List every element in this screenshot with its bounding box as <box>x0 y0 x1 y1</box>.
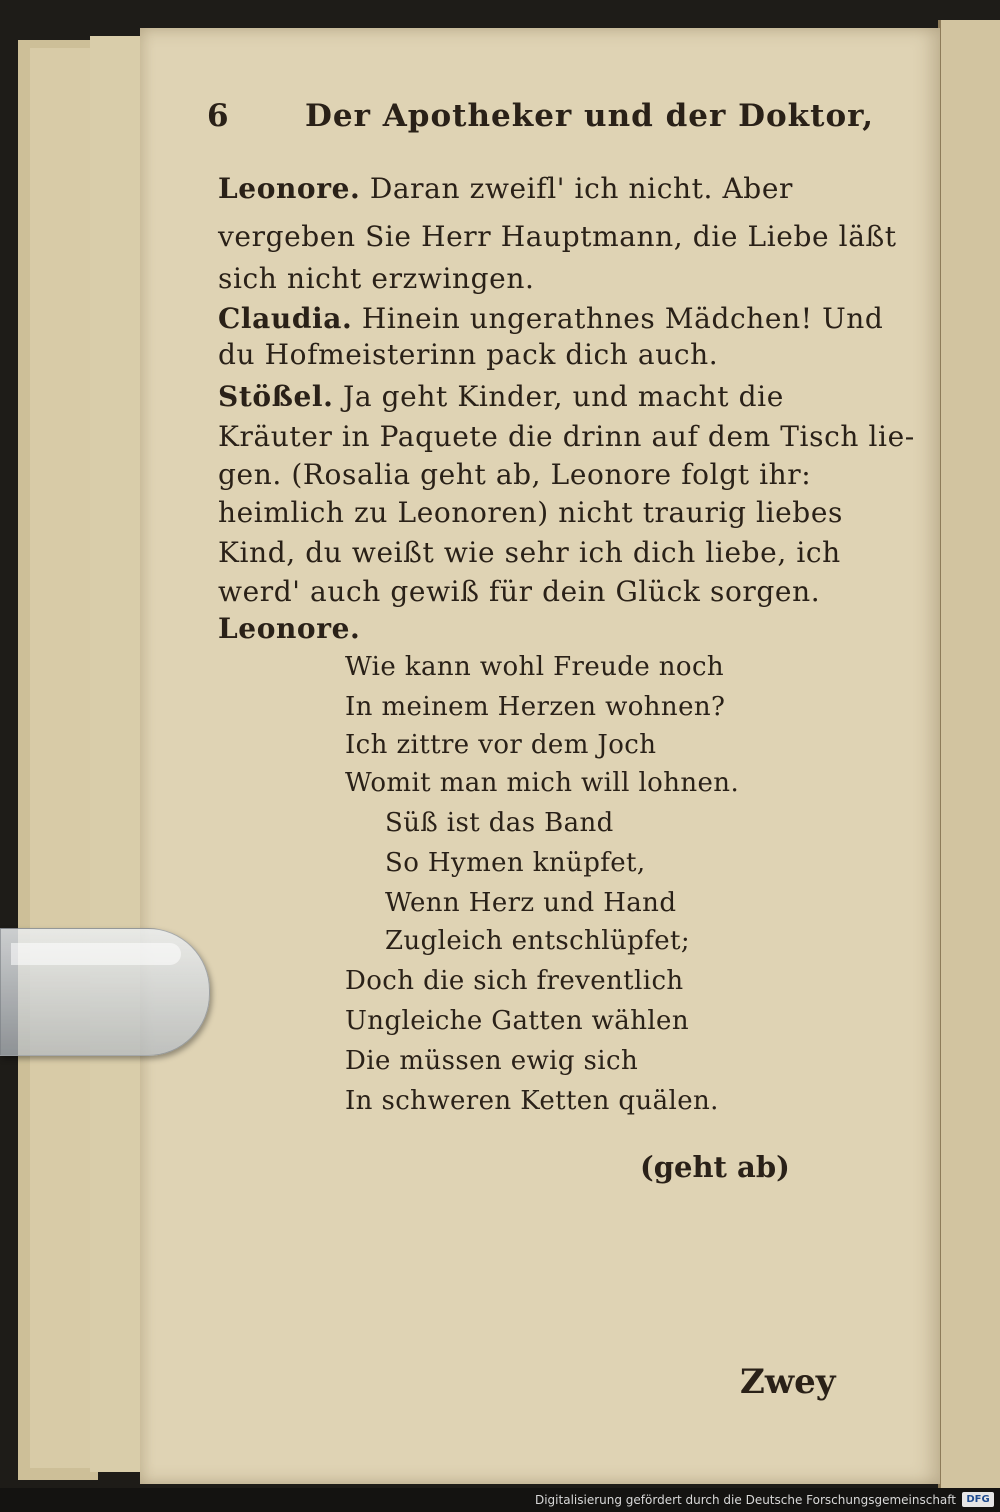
stage-direction: (geht ab) <box>640 1150 790 1184</box>
dialogue-line: Kind, du weißt wie sehr ich dich liebe, ich <box>218 536 841 569</box>
dialogue-text: Hinein ungerathnes Mädchen! Und <box>361 302 884 335</box>
glass-page-weight <box>0 928 210 1056</box>
dialogue-line <box>218 380 784 413</box>
dialogue-text: Ja geht Kinder, und macht die <box>343 380 784 413</box>
dialogue-line: sich nicht erzwingen. <box>218 262 535 295</box>
verse-line: Ungleiche Gatten wählen <box>345 1006 689 1036</box>
dialogue-line: Kräuter in Paquete die drinn auf dem Tisch lie- <box>218 420 915 453</box>
dialogue-line <box>218 302 883 335</box>
adjacent-page <box>938 20 1000 1490</box>
dialogue-line <box>218 172 793 205</box>
running-title: Der Apotheker und der Doktor, <box>305 98 875 134</box>
verse-line: Die müssen ewig sich <box>345 1046 639 1076</box>
book-edge <box>90 36 147 1472</box>
verse-line: Süß ist das Band <box>385 808 614 838</box>
book-edge <box>30 48 92 1468</box>
digitization-footer <box>0 1488 1000 1512</box>
dialogue-text: Daran zweifl' ich nicht. Aber <box>369 172 793 205</box>
verse-line: In schweren Ketten quälen. <box>345 1086 719 1116</box>
speaker-name: Leonore. <box>218 172 361 205</box>
song-speaker: Leonore. <box>218 612 361 645</box>
dialogue-line: du Hofmeisterinn pack dich auch. <box>218 338 719 371</box>
dfg-logo-icon: DFG <box>962 1492 994 1507</box>
dialogue-line: gen. (Rosalia geht ab, Leonore folgt ihr: <box>218 458 812 491</box>
verse-line: Doch die sich freventlich <box>345 966 684 996</box>
verse-line: Zugleich entschlüpfet; <box>385 926 690 956</box>
verse-line: Womit man mich will lohnen. <box>345 768 740 798</box>
footer-credit: Digitalisierung gefördert durch die Deutsche Forschungsgemeinschaft <box>534 1493 956 1507</box>
verse-line: Wie kann wohl Freude noch <box>345 652 725 682</box>
verse-line: In meinem Herzen wohnen? <box>345 692 726 722</box>
page-number: 6 <box>207 98 230 134</box>
speaker-name: Claudia. <box>218 302 353 335</box>
speaker-name: Stößel. <box>218 380 334 413</box>
dialogue-line: heimlich zu Leonoren) nicht traurig liebes <box>218 496 843 529</box>
verse-line: Ich zittre vor dem Joch <box>345 730 657 760</box>
verse-line: Wenn Herz und Hand <box>385 888 677 918</box>
dialogue-line: werd' auch gewiß für dein Glück sorgen. <box>218 575 821 608</box>
dialogue-line: vergeben Sie Herr Hauptmann, die Liebe läßt <box>218 220 897 253</box>
verse-line: So Hymen knüpfet, <box>385 848 646 878</box>
catchword: Zwey <box>740 1362 836 1402</box>
